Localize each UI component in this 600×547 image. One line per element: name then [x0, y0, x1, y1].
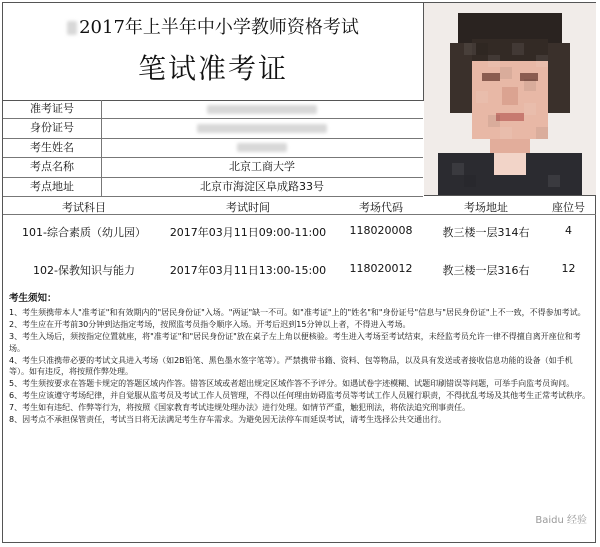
notice-item: 1、考生须携带本人"准考证"和有效期内的"居民身份证"入场。"两证"缺一不可。如"准考证"上的"姓名"和"身份证号"信息与"居民身份证"上不一致，不得参加考试。 — [9, 307, 586, 317]
exam-row — [3, 224, 596, 244]
notice-title: 考生须知： — [9, 293, 57, 304]
watermark: Baidu 经验 — [535, 515, 587, 526]
info-label: 考生姓名 — [3, 139, 102, 157]
info-label: 准考证号 — [3, 100, 102, 118]
info-value: 北京工商大学 — [229, 160, 295, 174]
exam-time: 2017年03月11日13:00-15:00 — [169, 264, 327, 277]
admission-ticket — [2, 2, 596, 543]
exam-subject: 101-综合素质（幼儿园） — [22, 226, 146, 239]
exam-room-code: 118020008 — [349, 224, 413, 237]
info-row-name — [3, 139, 423, 158]
column-header-room-code: 考场代码 — [359, 201, 403, 214]
info-value-redacted — [101, 119, 423, 137]
column-header-room-address: 考场地址 — [464, 201, 508, 214]
info-row-venue-name — [3, 158, 423, 177]
exam-time: 2017年03月11日09:00-11:00 — [169, 226, 327, 239]
notice-item: 4、考生只准携带必要的考试文具进入考场（如2B铅笔、黑色墨水签字笔等）。严禁携带书籍、资料、包等物品，以及具有发送或者接收信息功能的设备（如手机等）。如有违反，将按照作弊处理。 — [9, 355, 573, 377]
notice-item: 7、考生如有违纪、作弊等行为，将按照《国家教育考试违规处理办法》进行处理。如情节严重，触犯刑法，将依法追究刑事责任。 — [9, 403, 471, 413]
redacted-mark — [67, 21, 77, 35]
exam-room-code: 118020012 — [349, 262, 413, 275]
info-label: 考点名称 — [3, 158, 102, 176]
notice-item: 3、考生入场后，须按指定位置就座，将"准考证"和"居民身份证"放在桌子左上角以便核验。考生进入考场至考试结束，未经监考员允许一律不得擅自离开座位和考场。 — [9, 331, 581, 353]
notice-item: 2、考生应在开考前30分钟到达指定考场，按照监考员指令顺序入场。开考后迟到15分钟以上者，不得进入考场。 — [9, 319, 411, 329]
exam-table-header — [3, 196, 596, 215]
pixelated-portrait — [424, 3, 596, 195]
info-row-id-number — [3, 119, 423, 138]
column-header-time: 考试时间 — [226, 201, 270, 214]
candidate-notice — [9, 293, 591, 426]
exam-title: 2017年上半年中小学教师资格考试 — [3, 13, 423, 39]
column-header-subject: 考试科目 — [62, 201, 106, 214]
info-value: 北京市海淀区阜成路33号 — [200, 179, 324, 193]
notice-item: 6、考生应该遵守考场纪律，并自觉服从监考员及考试工作人员管理，不得以任何理由妨碍监考员等考试工作人员履行职责，不得扰乱考场及其他考生正常考试秩序。 — [9, 391, 591, 401]
exam-room-address: 教三楼一层314右 — [442, 226, 530, 239]
info-row-venue-address — [3, 178, 423, 197]
exam-seat: 4 — [565, 224, 572, 237]
candidate-info — [3, 100, 423, 197]
info-label: 考点地址 — [3, 178, 102, 196]
exam-room-address: 教三楼一层316右 — [442, 264, 530, 277]
info-value-redacted — [101, 100, 423, 118]
notice-item: 8、因考点不承担保管责任，考试当日将无法满足考生存车需求。为避免因无法停车而延误考试，请考生选择公共交通出行。 — [9, 415, 447, 425]
candidate-photo — [424, 3, 596, 196]
ticket-header — [3, 3, 424, 101]
notice-item: 5、考生须按要求在答题卡规定的答题区域内作答。错答区域或者超出规定区域作答不予评分。如遇试卷字迹模糊、试题印刷错误等问题，可举手向监考员询问。 — [9, 379, 575, 389]
exam-subject: 102-保教知识与能力 — [33, 264, 135, 277]
info-label: 身份证号 — [3, 119, 102, 137]
column-header-seat: 座位号 — [552, 201, 585, 214]
info-row-ticket-number — [3, 100, 423, 119]
info-value-redacted — [101, 139, 423, 157]
exam-row — [3, 262, 596, 282]
exam-seat: 12 — [561, 262, 576, 275]
ticket-title: 笔试准考证 — [137, 52, 288, 85]
